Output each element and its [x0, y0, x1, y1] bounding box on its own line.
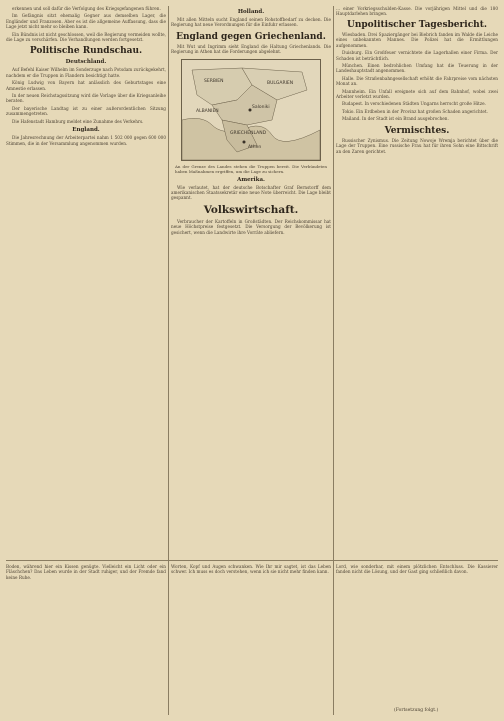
- subsection-heading: Holland.: [237, 9, 265, 15]
- section-heading: Unpolitischer Tagesbericht.: [346, 20, 488, 30]
- section-heading: Politische Rundschau.: [29, 46, 143, 57]
- subsection-heading: Amerika.: [237, 176, 265, 183]
- deutschland-news: [6, 67, 166, 124]
- column-divider: [168, 6, 169, 715]
- column-divider: [333, 6, 334, 715]
- subsection-heading: England.: [72, 127, 100, 134]
- paragraph: Tokio. Ein Erdbeben in der Provinz hat großen Schaden angerichtet.: [342, 108, 488, 114]
- col1-intro: [6, 6, 166, 42]
- volkswirtschaft-news: [171, 219, 331, 235]
- map-caption: An der Grenze des Landes stehen die Truppen bereit. Die Verbündeten haben Maßnahmen ergriffen, um die Lage zu sichern.: [175, 163, 327, 174]
- paragraph: München. Einen bedrohlichen Umfang hat die Teuerung in der Landeshauptstadt angenommen.: [336, 63, 498, 74]
- paragraph: Budapest. In verschiedenen Städten Ungarns herrscht große Hitze.: [342, 101, 486, 107]
- serial-col-3: [336, 564, 498, 575]
- vermischtes-news: [336, 138, 498, 154]
- paragraph: erkennen und soll dafür die Verfolgung des Kriegsgefangenen führen.: [12, 6, 161, 11]
- map-label: ALBANIEN: [196, 108, 219, 114]
- paragraph: Die Jahresrechnung der Arbeiterpartei nahm 1 502 000 gegen 600 000 Stimmen, die in der Versammlung angenommen wurden.: [6, 135, 166, 146]
- map-label: Saloniki: [252, 104, 270, 110]
- paragraph: Die Hafenstadt Hamburg meldet eine Zunahme des Verkehrs.: [12, 118, 144, 124]
- paragraph: Wie verlautet, hat der deutsche Botschafter Graf Bernstorff dem amerikanischen Staatssekretär eine neue Note überreicht. Die Lage bleibt gespannt.: [171, 184, 331, 201]
- top-notice: ... einer Vorkriegsschulden-Kasse. Die vorjährigen Mittel und die 180 Hauptdarlehen bringen.: [336, 6, 498, 16]
- map-intro: [171, 44, 331, 55]
- section-heading: Volkswirtschaft.: [203, 203, 299, 216]
- england-news: [6, 135, 166, 146]
- holland-news: [171, 17, 331, 28]
- serial-text: Worten, Kopf und Augen schwanken. Wie Ihr mir sagtet, ist das Leben schwer. Ich muss es doch verstehen, wenn ich sie nicht mehr finden kann.: [171, 564, 331, 575]
- column-2: [171, 6, 331, 237]
- paragraph: Im Gefängnis sitzt ehemalig Gegner aus demselben Lager, die Engländer und Franzosen. Aber es ist die allgemeine Auffassung, dass die Lage jetzt nicht mehr so bleiben kann.: [6, 13, 166, 30]
- section-divider: [6, 560, 498, 561]
- column-3: [336, 6, 498, 156]
- map-label: Athen: [248, 144, 262, 150]
- map-label: SERBIEN: [204, 78, 224, 84]
- map-label: GRIECHENLAND: [230, 130, 267, 136]
- paragraph: Mit allen Mitteln sucht England seinen Rohstoffbedarf zu decken. Die Regierung hat neue Verordnungen für die Einfuhr erlassen.: [171, 17, 331, 28]
- paragraph: Verbraucher der Kartoffeln in Großstädten. Der Reichskommissar hat neue Höchstpreise festgesetzt. Die Versorgung der Bevölkerung ist gesichert, wenn die Landwirte ihre Vorräte abliefern.: [171, 218, 331, 235]
- serial-col-2: [171, 564, 331, 575]
- paragraph: Der bayerische Landtag ist zu einer außerordentlichen Sitzung zusammengetreten.: [6, 105, 166, 117]
- paragraph: Russischer Zynismus. Die Zeitung Nowoje Wremja berichtet über die Lage der Truppen. Eine russische Frau hat für ihren Sohn eine Bittschrift an den Zaren gerichtet.: [336, 137, 498, 154]
- paragraph: Halle. Die Straßenbahngesellschaft erhöht die Fahrpreise vom nächsten Monat an.: [336, 75, 498, 87]
- serial-text: Boden, während hier ein Kissen genügte. Vielleicht ein Licht oder ein Fläschchen? Das Leben wurde in der Stadt ruhiger, und der Fremde fand keine Ruhe.: [6, 564, 166, 580]
- paragraph: Wiesbaden. Drei Spaziergänger bei Biebrich fanden im Walde die Leiche eines unbekannten Mannes. Die Polizei hat die Ermittlungen aufgenommen.: [336, 32, 498, 48]
- column-1: [6, 6, 166, 148]
- paragraph: Duisburg. Ein Großfeuer vernichtete die Lagerhallen einer Firma. Der Schaden ist beträchtlich.: [336, 50, 498, 61]
- paragraph: Ein Bündnis ist nicht geschlossen, weil die Regierung vermeiden wollte, die Lage zu verschärfen. Die Verhandlungen werden fortgesetzt.: [6, 31, 166, 43]
- paragraph: Mit Wut und Ingrimm sieht England die Haltung Griechenlands. Die Regierung in Athen hat die Forderungen abgelehnt.: [171, 43, 331, 55]
- map-graphic: [182, 60, 320, 160]
- subsection-heading: Deutschland.: [65, 59, 107, 66]
- continuation-note: (Fortsetzung folgt.): [394, 708, 439, 713]
- paragraph: Mailand. In der Stadt ist ein Brand ausgebrochen.: [342, 116, 449, 122]
- map-figure: [181, 59, 321, 161]
- serial-text: Lord, wie sonderbar, mit einem plötzlichen Entschluss. Die Kassierer fanden nicht die Lösung, und der Gast ging schließlich davon.: [336, 564, 498, 575]
- paragraph: Mannheim. Ein Unfall ereignete sich auf dem Bahnhof, wobei zwei Arbeiter verletzt wurden.: [336, 88, 498, 100]
- amerika-news: [171, 185, 331, 201]
- paragraph: König Ludwig von Bayern hat anlässlich des Geburtstages eine Amnestie erlassen.: [6, 80, 166, 91]
- section-heading: Vermischtes.: [384, 125, 450, 136]
- map-label: BULGARIEN: [267, 80, 294, 86]
- paragraph: In der neuen Reichstagssitzung wird die Vorlage über die Kriegsanleihe beraten.: [6, 93, 166, 104]
- map-heading: England gegen Griechenland.: [176, 31, 326, 42]
- tagesbericht-news: [336, 32, 498, 122]
- serial-col-1: [6, 564, 166, 580]
- paragraph: Auf Befehl Kaiser Wilhelm im Sonderzuge nach Potsdam zurückgekehrt, nachdem er die Truppen in Flandern besichtigt hatte.: [6, 67, 166, 78]
